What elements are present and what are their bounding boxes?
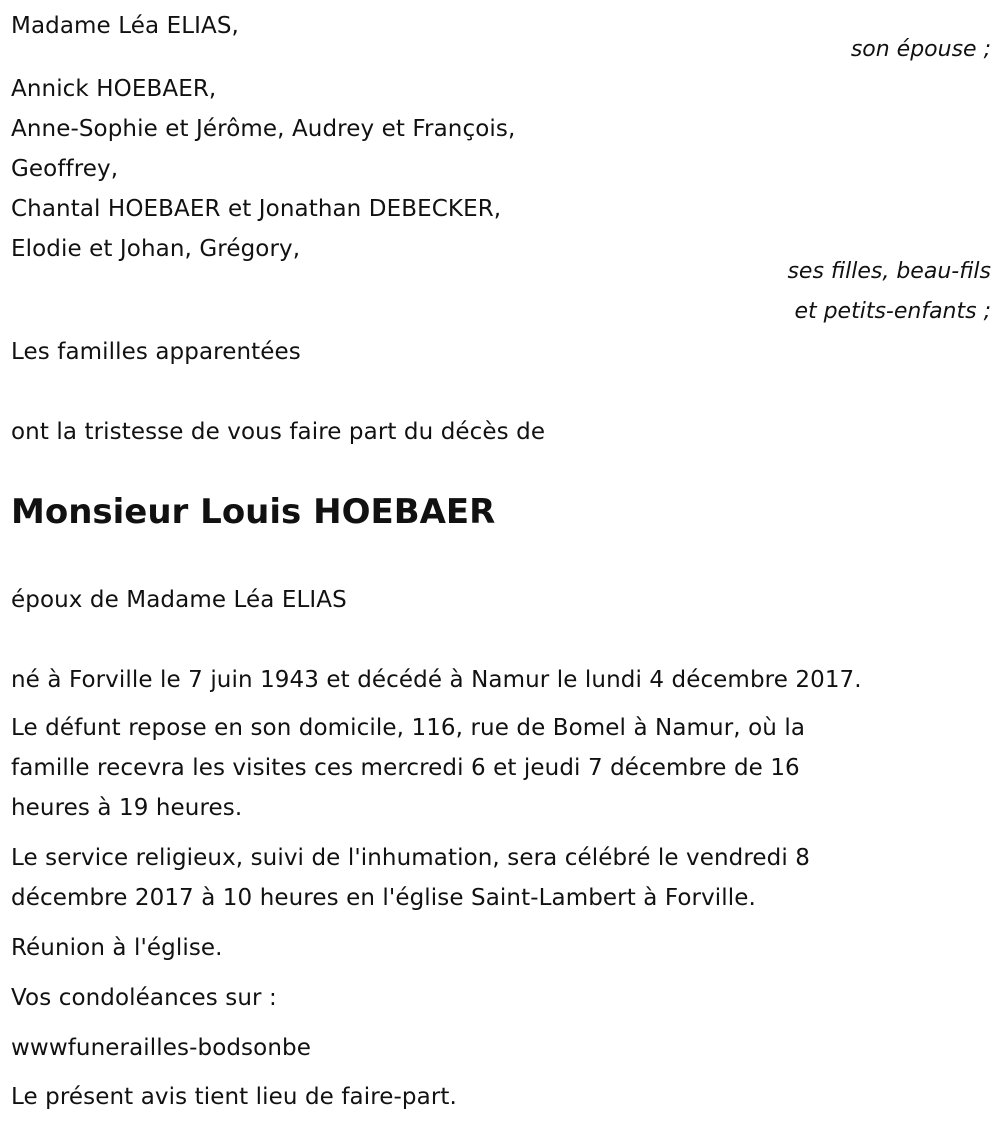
children-relation-line1: ses filles, beau-fils — [787, 259, 991, 284]
body-line: décembre 2017 à 10 heures en l'église Saint-Lambert à Forville. — [11, 885, 756, 911]
child-line: Annick HOEBAER, — [11, 76, 217, 102]
body-line: Le défunt repose en son domicile, 116, rue de Bomel à Namur, où la — [11, 715, 806, 741]
wife-name: Madame Léa ELIAS, — [11, 13, 239, 39]
spouse-of: époux de Madame Léa ELIAS — [11, 587, 347, 613]
children-relation-line2: et petits-enfants ; — [794, 299, 991, 324]
body-line: heures à 19 heures. — [11, 795, 243, 821]
child-line: Geoffrey, — [11, 156, 119, 182]
death-notice — [11, 0, 991, 1132]
wife-relation: son épouse ; — [850, 37, 991, 62]
announcement-text: ont la tristesse de vous faire part du décès de — [11, 419, 546, 445]
birth-death-line: né à Forville le 7 juin 1943 et décédé à Namur le lundi 4 décembre 2017. — [11, 667, 862, 693]
child-line: Anne-Sophie et Jérôme, Audrey et François, — [11, 116, 516, 142]
child-line: Chantal HOEBAER et Jonathan DEBECKER, — [11, 196, 502, 222]
body-line: famille recevra les visites ces mercredi 6 et jeudi 7 décembre de 16 — [11, 755, 800, 781]
related-families: Les familles apparentées — [11, 339, 301, 365]
body-line: Vos condoléances sur : — [11, 985, 277, 1011]
body-line: Le service religieux, suivi de l'inhumation, sera célébré le vendredi 8 — [11, 845, 811, 871]
child-line: Elodie et Johan, Grégory, — [11, 236, 301, 262]
condolences-website: wwwfunerailles-bodsonbe — [11, 1035, 311, 1061]
deceased-name: Monsieur Louis HOEBAER — [11, 492, 496, 532]
body-line: Réunion à l'église. — [11, 935, 223, 961]
body-line: Le présent avis tient lieu de faire-part. — [11, 1084, 457, 1110]
